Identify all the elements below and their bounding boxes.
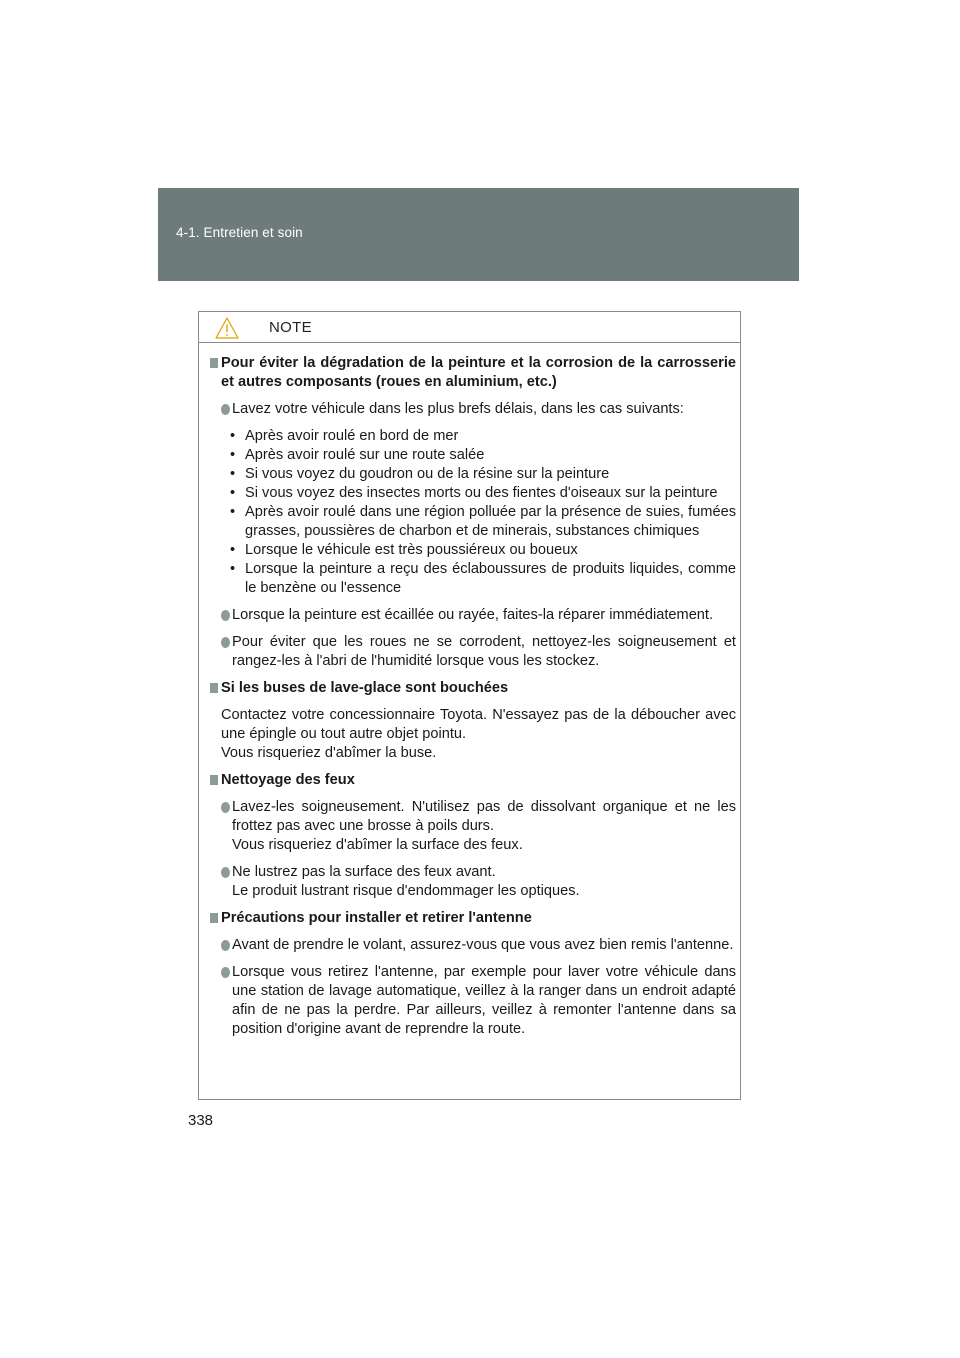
list-item-text: Si vous voyez du goudron ou de la résine sur la peinture	[245, 466, 610, 482]
section-title-lights-cleaning	[210, 771, 736, 790]
bullet-text: Le produit lustrant risque d'endommager les optiques.	[232, 883, 580, 899]
list-item-text: Si vous voyez des insectes morts ou des fientes d'oiseaux sur la peinture	[245, 485, 718, 501]
list-item-text: Lorsque la peinture a reçu des éclaboussures de produits liquides, comme le benzène ou l'essence	[245, 561, 736, 596]
note-label: NOTE	[269, 319, 312, 336]
bullet-text: Ne lustrez pas la surface des feux avant.	[232, 864, 496, 880]
bullet-text: Lavez-les soigneusement. N'utilisez pas de dissolvant organique et ne les frottez pas avec une brosse à poils durs.	[232, 799, 736, 834]
bullet-scratched-paint	[210, 606, 736, 625]
section-title-antenna	[210, 909, 736, 928]
square-bullet-icon	[210, 358, 218, 368]
square-bullet-icon	[210, 683, 218, 693]
round-bullet-icon	[221, 802, 230, 813]
chapter-header-band	[158, 188, 799, 281]
list-item: • Après avoir roulé dans une région polluée par la présence de suies, fumées grasses, poussières de charbon et de minerais, substances chimiques	[230, 504, 736, 539]
list-item: • Lorsque le véhicule est très poussiéreux ou boueux	[230, 542, 578, 558]
section-title-text: Si les buses de lave-glace sont bouchées	[221, 680, 509, 696]
bullet-text: Avant de prendre le volant, assurez-vous que vous avez bien remis l'antenne.	[232, 937, 734, 953]
bullet-wheel-corrosion	[210, 633, 736, 671]
section-title-text: Nettoyage des feux	[221, 772, 355, 788]
bullet-text: Lavez votre véhicule dans les plus brefs délais, dans les cas suivants:	[232, 401, 684, 417]
section-title-text: Précautions pour installer et retirer l'antenne	[221, 910, 532, 926]
paragraph-washer-nozzles	[210, 706, 736, 763]
note-header	[199, 312, 740, 343]
square-bullet-icon	[210, 775, 218, 785]
warning-triangle-icon	[215, 317, 239, 339]
bullet-text: Lorsque vous retirez l'antenne, par exemple pour laver votre véhicule dans une station de lavage automatique, veillez à la ranger dans un endroit adapté afin de ne pas la perdre. Par ailleurs, veillez à remonter l'antenne dans sa position d'origine avant de reprendre la route.	[232, 964, 736, 1037]
bullet-wash-lights	[210, 798, 736, 855]
round-bullet-icon	[221, 940, 230, 951]
square-bullet-icon	[210, 913, 218, 923]
paragraph-text: Contactez votre concessionnaire Toyota. N'essayez pas de la déboucher avec une épingle ou tout autre objet pointu.	[221, 707, 736, 742]
bullet-text: Pour éviter que les roues ne se corrodent, nettoyez-les soigneusement et rangez-les à l'abri de l'humidité lorsque vous les stockez.	[232, 634, 736, 669]
round-bullet-icon	[221, 637, 230, 648]
section-title-text: Pour éviter la dégradation de la peinture et la corrosion de la carrosserie et autres composants (roues en aluminium, etc.)	[221, 355, 736, 390]
note-content	[210, 354, 736, 1047]
list-item: • Si vous voyez du goudron ou de la résine sur la peinture	[230, 466, 610, 482]
section-title-paint	[210, 354, 736, 392]
list-item: • Si vous voyez des insectes morts ou des fientes d'oiseaux sur la peinture	[230, 485, 718, 501]
note-box	[198, 311, 741, 1100]
bullet-wash-vehicle	[210, 400, 736, 419]
bullet-no-polish	[210, 863, 736, 901]
list-item: • Après avoir roulé sur une route salée	[230, 447, 485, 463]
list-item-text: Lorsque le véhicule est très poussiéreux ou boueux	[245, 542, 578, 558]
bullet-antenna-remove	[210, 963, 736, 1039]
bullet-text: Lorsque la peinture est écaillée ou rayée, faites-la réparer immédiatement.	[232, 607, 714, 623]
round-bullet-icon	[221, 404, 230, 415]
page-number: 338	[188, 1112, 214, 1129]
list-item-text: Après avoir roulé en bord de mer	[245, 428, 459, 444]
round-bullet-icon	[221, 867, 230, 878]
round-bullet-icon	[221, 967, 230, 978]
list-item: • Lorsque la peinture a reçu des éclaboussures de produits liquides, comme le benzène ou l'essence	[230, 561, 736, 596]
sub-list-wash-cases	[210, 427, 736, 598]
paragraph-text: Vous risqueriez d'abîmer la buse.	[221, 745, 437, 761]
bullet-antenna-refit	[210, 936, 736, 955]
chapter-title: 4-1. Entretien et soin	[176, 225, 303, 240]
list-item-text: Après avoir roulé dans une région polluée par la présence de suies, fumées grasses, poussières de charbon et de minerais, substances chimiques	[245, 504, 736, 539]
bullet-text: Vous risqueriez d'abîmer la surface des feux.	[232, 837, 523, 853]
round-bullet-icon	[221, 610, 230, 621]
section-title-washer-nozzles	[210, 679, 736, 698]
list-item: • Après avoir roulé en bord de mer	[230, 428, 459, 444]
list-item-text: Après avoir roulé sur une route salée	[245, 447, 485, 463]
